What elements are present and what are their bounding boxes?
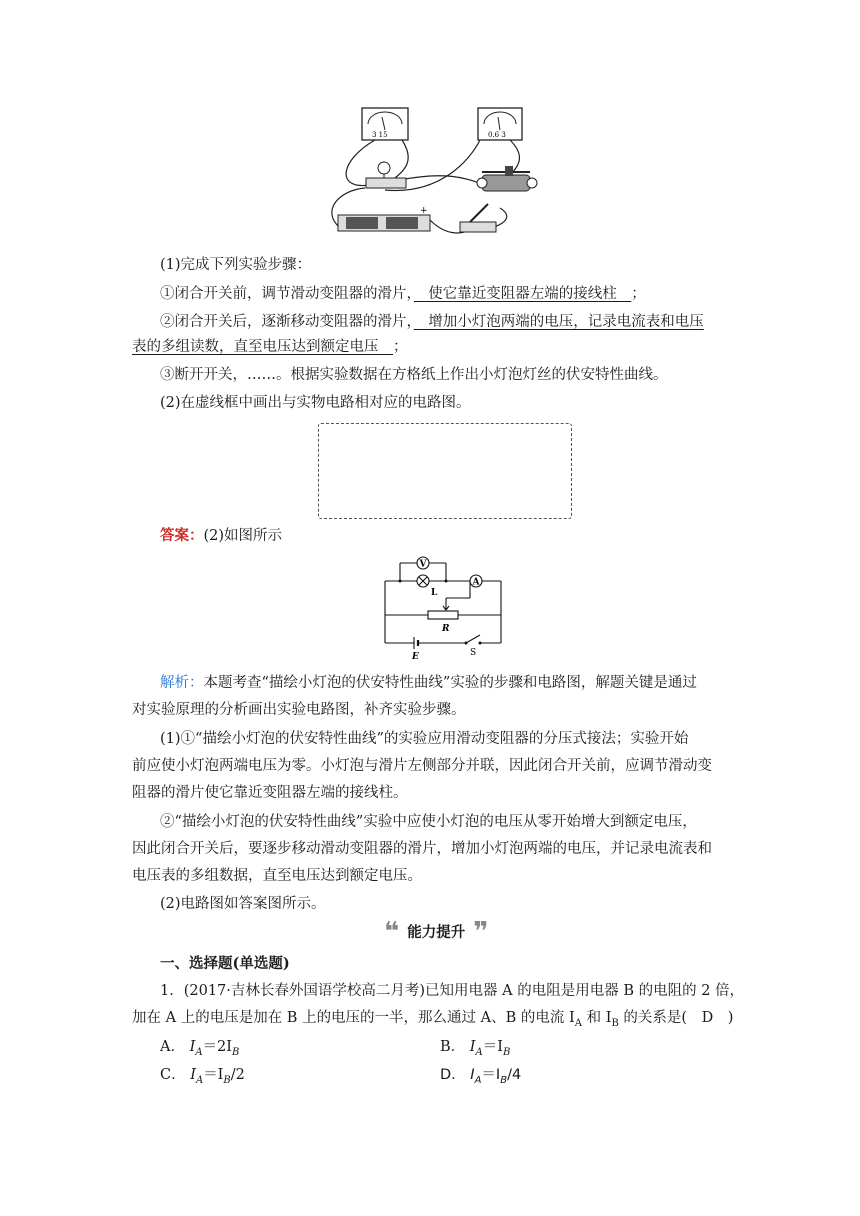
- ammeter-scale: 0.6 3: [488, 131, 506, 139]
- option-c-i: I: [190, 1067, 196, 1083]
- option-b-eq: ＝I: [482, 1039, 503, 1055]
- q2-heading: (2)在虚线框中画出与实物电路相对应的电路图。: [160, 395, 471, 411]
- analysis-p2-line1: ②“描绘小灯泡的伏安特性曲线”实验中应使小灯泡的电压从零开始增大到额定电压，: [160, 814, 697, 830]
- option-d: [440, 1065, 521, 1091]
- answer-line: [160, 526, 282, 546]
- apparatus-figure: [320, 100, 550, 245]
- option-c-sub2: B: [223, 1074, 231, 1086]
- step1-answer: 使它靠近变阻器左端的接线柱: [413, 286, 632, 302]
- answer-dashed-box: [318, 423, 572, 519]
- ammeter-symbol: A: [472, 577, 480, 588]
- option-b-sub1: A: [475, 1046, 483, 1058]
- analysis-line2: 对实验原理的分析画出实验电路图，补齐实验步骤。: [132, 702, 466, 718]
- step2-answer-line1: 增加小灯泡两端的电压，记录电流表和电压: [413, 314, 704, 330]
- option-a-sub2: B: [232, 1046, 240, 1058]
- analysis-p1-line1: (1)①“描绘小灯泡的伏安特性曲线”的实验应用滑动变阻器的分压式接法；实验开始: [160, 731, 689, 747]
- analysis-p2-line3: 电压表的多组数据，直至电压达到额定电压。: [132, 868, 422, 884]
- option-b-i: I: [469, 1039, 476, 1055]
- analysis-line1: [160, 673, 697, 693]
- option-d-tail: /4: [507, 1067, 522, 1083]
- step2-suffix: ；: [393, 339, 408, 355]
- analysis-p3: (2)电路图如答案图所示。: [160, 896, 326, 912]
- q1-line2-prefix: 加在 A 上的电压是加在 B 上的电压的一半，那么通过 A、B 的电流 I: [132, 1010, 575, 1026]
- step2-line2: [132, 337, 408, 357]
- analysis-text1: 本题考查“描绘小灯泡的伏安特性曲线”实验的步骤和电路图，解题关键是通过: [203, 675, 697, 691]
- option-d-i: I: [470, 1067, 475, 1083]
- answer-text: (2)如图所示: [203, 528, 283, 544]
- option-a-label: A．: [160, 1039, 185, 1055]
- option-c: [160, 1065, 245, 1091]
- close-quote-icon: ❞: [473, 916, 489, 947]
- question1-line1: 1．(2017·吉林长春外国语学校高二月考)已知用电器 A 的电阻是用电器 B 的电阻的 2 倍，: [160, 983, 745, 999]
- battery-label: E: [412, 652, 419, 661]
- option-c-label: C．: [160, 1067, 186, 1083]
- option-d-sub1: A: [474, 1074, 482, 1086]
- option-a: [160, 1037, 239, 1063]
- option-d-label: D．: [440, 1067, 466, 1083]
- section-title: 能力提升: [407, 924, 466, 941]
- q1-heading: (1)完成下列实验步骤：: [160, 257, 312, 273]
- option-c-eq: ＝I: [203, 1067, 224, 1083]
- step2-answer-line2: 表的多组读数，直至电压达到额定电压: [132, 339, 393, 355]
- analysis-label: 解析：: [160, 675, 204, 691]
- q1-sub-b: B: [611, 1017, 619, 1029]
- open-quote-icon: ❝: [384, 916, 400, 947]
- step1: [160, 284, 646, 304]
- q1-answer-letter: D: [701, 1010, 714, 1026]
- option-b-sub2: B: [502, 1046, 511, 1058]
- option-a-eq: ＝2I: [202, 1039, 233, 1055]
- option-d-eq: ＝I: [481, 1067, 501, 1083]
- q1-sub-a: A: [574, 1017, 582, 1029]
- option-c-tail: /2: [230, 1067, 245, 1083]
- analysis-p2-line2: 因此闭合开关后，要逐步移动滑动变阻器的滑片，增加小灯泡两端的电压，并记录电流表和: [132, 841, 712, 857]
- step1-prefix: ①闭合开关前，调节滑动变阻器的滑片，: [160, 286, 414, 302]
- step2-prefix: ②闭合开关后，逐渐移动变阻器的滑片，: [160, 314, 414, 330]
- voltmeter-scale: 3 15: [372, 131, 388, 139]
- option-b-label: B．: [440, 1039, 466, 1055]
- q1-line2-end: ): [713, 1010, 734, 1026]
- option-d-sub2: B: [500, 1074, 508, 1086]
- q1-line2-suffix: 的关系是(: [618, 1010, 702, 1026]
- step1-suffix: ；: [631, 286, 646, 302]
- answer-label: 答案：: [160, 527, 204, 544]
- step3: ③断开开关，……。根据实验数据在方格纸上作出小灯泡灯丝的伏安特性曲线。: [160, 367, 668, 383]
- option-a-i: I: [189, 1039, 196, 1055]
- option-b: [440, 1037, 510, 1063]
- lamp-label: L: [431, 588, 438, 598]
- analysis-p1-line2: 前应使小灯泡两端电压为零。小灯泡与滑片左侧部分并联，因此闭合开关前，应调节滑动变: [132, 758, 712, 774]
- option-a-sub1: A: [195, 1046, 203, 1058]
- switch-label: S: [470, 648, 477, 658]
- question1-line2: [132, 1008, 733, 1034]
- analysis-p1-line3: 阻器的滑片使它靠近变阻器左端的接线柱。: [132, 785, 408, 801]
- option-c-sub1: A: [195, 1074, 204, 1086]
- step2-line1: [160, 312, 704, 332]
- svg-text:+: +: [420, 206, 428, 216]
- circuit-diagram: [380, 553, 505, 661]
- q1-line2-mid: 和 I: [581, 1010, 612, 1026]
- voltmeter-symbol: V: [419, 559, 427, 570]
- rheostat-label: R: [442, 624, 450, 634]
- part1-heading: 一、选择题(单选题): [160, 955, 290, 972]
- section-banner: [384, 916, 489, 947]
